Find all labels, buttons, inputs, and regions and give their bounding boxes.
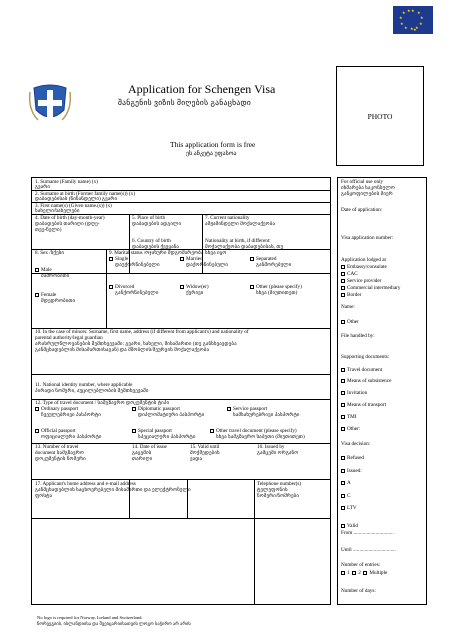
visa-application-number-label: Visa application number: xyxy=(341,235,394,241)
field-9-marital-status: 9. Marital status /ოჯახური მდგომარეობა xyxy=(109,250,204,256)
field-4-label-ka: დაბადების თარიღი (დღე- xyxy=(35,221,100,227)
field-2-label-ka: დაბადებისას (წინანდელი) გვარი xyxy=(35,196,118,202)
service-provider-checkbox[interactable] xyxy=(341,279,345,283)
a-checkbox[interactable] xyxy=(341,481,345,485)
issued-checkbox[interactable] xyxy=(341,469,345,473)
free-notice-ka: ეს ანკეტა უფასოა xyxy=(186,151,237,157)
transport-checkbox[interactable] xyxy=(341,403,345,407)
sex-female-ka: მდედრობითი xyxy=(41,298,76,304)
marital-single-ka: დაუქორწინებელი xyxy=(115,262,160,268)
decision-refused-option[interactable]: Refused xyxy=(341,455,364,461)
entries-multiple-label: Multiple xyxy=(369,570,388,576)
field-13-label-ka: დოკუმენტის ნომერი xyxy=(35,456,86,462)
marital-separated-ka: განშორებული xyxy=(256,262,292,268)
doc-service-ka: სამსახურებრივი პასპორტი xyxy=(233,412,300,418)
field-14-date-of-issue[interactable]: 14. Date of issue xyxy=(132,444,167,450)
entries-2-label: 2 xyxy=(358,570,361,576)
doc-ordinary-option[interactable]: Ordinary passport xyxy=(35,406,78,412)
photo-label: PHOTO xyxy=(367,111,393,121)
telephone-label-ka-2: ნომერი/ნომრები xyxy=(257,493,300,499)
ordinary-checkbox[interactable] xyxy=(35,407,39,411)
commercial-checkbox[interactable] xyxy=(341,286,345,290)
form-title: Application for Schengen Visa xyxy=(128,82,276,96)
footnote-en: No logo is required for Norway, Iceland and Switzerland. xyxy=(37,615,143,620)
photo-box[interactable] xyxy=(336,66,424,166)
field-17-home-address[interactable]: 17. Applicant's home address and e-mail address xyxy=(35,481,136,487)
doc-diplomatic-option[interactable]: Diplomatic passport xyxy=(132,406,180,412)
decision-valid-option[interactable]: Valid xyxy=(341,523,358,529)
other-doc-checkbox[interactable] xyxy=(341,427,345,431)
decision-a-option[interactable]: A xyxy=(341,480,351,486)
separated-checkbox[interactable] xyxy=(250,257,254,261)
field-7-nationality[interactable]: 7. Current nationality xyxy=(205,215,250,221)
field-4-date-of-birth[interactable]: 4. Date of birth (day-month-year) xyxy=(35,215,105,221)
field-8-sex: 8. Sex /სქესი xyxy=(35,250,65,256)
doc-other-option[interactable]: Other: xyxy=(341,426,360,432)
official-heading-ka: იხმარება საკონსულო xyxy=(341,185,395,191)
field-13-label-2: document სამგზავრო xyxy=(35,450,84,456)
field-11-label-ka: პირადი ნომერი, აუცილებლობის შემთხვევაში xyxy=(35,388,149,394)
field-7-label-ka: ამჟამინდელი მოქალაქეობა xyxy=(205,221,276,227)
field-7b-label-ka-2: სხვა იყო xyxy=(205,250,227,256)
marital-married-ka: დაქორწინებული xyxy=(186,262,229,268)
decision-issued-option[interactable]: Issued: xyxy=(341,468,362,474)
doc-other-option[interactable]: Other travel document (please specify) xyxy=(210,428,297,434)
doc-other-ka: სხვა სამგზავრო საბუთი (მიუთითეთ) xyxy=(216,434,305,440)
tmi-checkbox[interactable] xyxy=(341,415,345,419)
telephone-label-ka: ტელეფონის xyxy=(257,487,288,493)
lodged-commercial-option[interactable]: Commercial intermediary xyxy=(341,285,400,291)
entries-1-label: 1 xyxy=(347,570,350,576)
field-1-surname[interactable]: 1. Surname (Family name) (x) xyxy=(35,179,98,185)
other-lodged-checkbox[interactable] xyxy=(341,320,345,324)
divorced-checkbox[interactable] xyxy=(109,285,113,289)
entries-multiple-checkbox[interactable] xyxy=(363,571,367,575)
field-10-label-2: parental authority/legal guardian xyxy=(35,335,103,341)
special-checkbox[interactable] xyxy=(132,429,136,433)
marital-other-option[interactable]: Other (please specify) xyxy=(250,284,302,290)
lodged-other-option[interactable]: Other xyxy=(341,319,359,325)
ltv-checkbox[interactable] xyxy=(341,506,345,510)
other-doc-checkbox[interactable] xyxy=(210,429,214,433)
date-of-application-label: Date of application: xyxy=(341,207,383,213)
marital-widow-option[interactable]: Widow(er) xyxy=(180,284,209,290)
field-5-place-of-birth[interactable]: 5. Place of birth xyxy=(132,215,166,221)
doc-official-option[interactable]: Official passport xyxy=(35,428,76,434)
official-checkbox[interactable] xyxy=(35,429,39,433)
supporting-documents-label: Supporting documents: xyxy=(341,354,390,360)
field-3-label-ka: სახელი/სახელები xyxy=(35,208,80,214)
field-7b-label-ka: მოქალაქეობა დაბადებისას, თუ xyxy=(205,244,284,250)
doc-transport-option[interactable]: Means of transport xyxy=(341,402,386,408)
married-checkbox[interactable] xyxy=(180,257,184,261)
name-label: Name: xyxy=(341,304,355,310)
doc-travel-option[interactable]: Travel document xyxy=(341,367,382,373)
field-6-country-of-birth[interactable]: 6. Country of birth xyxy=(132,238,171,244)
marital-divorced-option[interactable]: Divorced xyxy=(109,284,134,290)
number-of-days-label: Number of days: xyxy=(341,588,376,594)
visa-decision-label: Visa decision: xyxy=(341,441,371,447)
official-heading-ka-2: განყოფილების მიერ xyxy=(341,191,393,197)
official-heading: For official use only xyxy=(341,179,384,185)
file-handled-label: File handled by: xyxy=(341,333,375,339)
official-use-panel xyxy=(337,177,427,605)
valid-checkbox[interactable] xyxy=(341,524,345,528)
refused-checkbox[interactable] xyxy=(341,456,345,460)
doc-invitation-option[interactable]: Invitation xyxy=(341,390,367,396)
lodged-service-provider-option[interactable]: Service provider xyxy=(341,278,381,284)
valid-until-field[interactable]: Until ................................. xyxy=(341,547,396,553)
field-10-label-ka: არასრულწლოვანების შემთხვევაში: გვარი, სახელი, მისამართი (თუ განსხვავდება xyxy=(35,341,237,347)
field-17-label-ka-2: ფოსტა xyxy=(35,493,53,499)
field-3-first-name[interactable]: 3. First name(s) (Given name.(s)) (x) xyxy=(35,203,112,209)
field-6-label-ka: დაბადების ქვეყანა xyxy=(132,244,180,250)
sex-male-option[interactable]: Male xyxy=(35,267,52,273)
field-1-label-ka: გვარი xyxy=(35,184,51,190)
male-checkbox[interactable] xyxy=(35,268,39,272)
field-10-minors[interactable]: 10. In the case of minors: Surname, first name, address (if different from applicant's) and nationality of xyxy=(35,329,249,335)
field-16-label-ka: გამცემი ორგანო xyxy=(257,450,299,456)
entries-1-checkbox[interactable] xyxy=(341,571,345,575)
lodged-at-label: Application lodged at xyxy=(341,257,386,263)
doc-diplomatic-ka: დიპლომატიური პასპორტი xyxy=(138,412,205,418)
decision-ltv-option[interactable]: LTV xyxy=(341,505,357,511)
sex-female-option[interactable]: Female xyxy=(35,292,56,298)
entries-2-checkbox[interactable] xyxy=(352,571,356,575)
service-checkbox[interactable] xyxy=(227,407,231,411)
footnote xyxy=(37,615,191,627)
subsistence-checkbox[interactable] xyxy=(341,379,345,383)
marital-separated-option[interactable]: Separated xyxy=(250,256,276,262)
marital-single-option[interactable]: Single xyxy=(109,256,128,262)
field-15-label-ka: მოქმედების xyxy=(190,450,220,456)
doc-special-ka: სპეციალური პასპორტი xyxy=(138,434,196,440)
doc-subsistence-option[interactable]: Means of subsistence xyxy=(341,378,391,384)
female-checkbox[interactable] xyxy=(35,293,39,297)
footnote-ka: ნორვეგიის, ისლანდიისა და შვეიცარიისათვის ლოგო საჭირო არ არის xyxy=(37,621,191,626)
eu-flag-icon: ★ ★ ★ ★ ★ ★ ★ ★ ★ ★ ★ ★ xyxy=(393,6,433,34)
single-checkbox[interactable] xyxy=(109,257,113,261)
number-of-entries-label: Number of entries: xyxy=(341,562,381,568)
doc-special-option[interactable]: Special passport xyxy=(132,428,172,434)
diplomatic-checkbox[interactable] xyxy=(132,407,136,411)
field-2-surname-birth[interactable]: 2. Surname at birth (Former family name(s)) (x) xyxy=(35,191,135,197)
marital-widow-ka: ქვრივი xyxy=(186,290,204,296)
field-17-label-ka: განმცხადებლის საცხოვრებელი მისამართი და ელექტრონული xyxy=(35,487,191,493)
coat-of-arms-icon xyxy=(28,80,72,128)
marital-other-ka: სხვა (მიუთითეთ) xyxy=(256,290,298,296)
marital-divorced-ka: განქორწინებული xyxy=(115,290,159,296)
field-4-label-ka-2: თვე-წელი) xyxy=(35,227,62,233)
telephone-field[interactable]: Telephone number(s) xyxy=(257,481,302,487)
marital-married-option[interactable]: Married xyxy=(180,256,203,262)
valid-from-field[interactable]: From ............................... xyxy=(341,530,394,536)
doc-service-option[interactable]: Service passport xyxy=(227,406,267,412)
form-title-ka: შანგენის ვიზის მიღების განაცხადი xyxy=(118,98,252,107)
field-15-valid-until[interactable]: 15. Valid until xyxy=(190,444,220,450)
field-14-label-ka-2: თარიღი xyxy=(132,456,153,462)
doc-ordinary-ka: ჩვეულებრივი პასპორტი xyxy=(41,412,101,418)
field-15-label-ka-2: ვადა xyxy=(190,456,203,462)
field-5-label-ka: დაბადების ადგილი xyxy=(132,221,182,227)
cac-checkbox[interactable] xyxy=(341,272,345,276)
free-notice: This application form is free xyxy=(170,140,256,149)
doc-tmi-option[interactable]: TMI xyxy=(341,414,357,420)
widow-checkbox[interactable] xyxy=(180,285,184,289)
other-checkbox[interactable] xyxy=(250,285,254,289)
lodged-cac-option[interactable]: CAC xyxy=(341,271,358,277)
application-form xyxy=(31,177,331,605)
field-16-issued-by[interactable]: 16. Issued by xyxy=(257,444,285,450)
entries-options xyxy=(341,570,387,576)
field-11-national-id[interactable]: 11. National identity number, where applicable xyxy=(35,382,133,388)
c-checkbox[interactable] xyxy=(341,494,345,498)
lodged-embassy-option[interactable]: Embassy/consulate xyxy=(341,264,387,270)
doc-official-ka: ოფიციალური პასპორტი xyxy=(41,434,102,440)
embassy-checkbox[interactable] xyxy=(341,265,345,269)
border-checkbox[interactable] xyxy=(341,293,345,297)
field-7-nationality-birth[interactable]: Nationality at birth, if different: xyxy=(205,238,271,244)
invitation-checkbox[interactable] xyxy=(341,391,345,395)
field-13-doc-number[interactable]: 13. Number of travel xyxy=(35,444,79,450)
field-14-label-ka: გაცემის xyxy=(132,450,152,456)
travel-document-checkbox[interactable] xyxy=(341,368,345,372)
sex-male-ka: მამრობითი xyxy=(41,273,70,279)
field-12-travel-document-type: 12. Type of travel document / სამგზავრო დოკუმენტის ტიპი xyxy=(35,400,170,406)
decision-c-option[interactable]: C xyxy=(341,493,350,499)
field-10-label-ka-2: განმცხადებლის მისამართისაგან) და მშობლის/მეურვის მოქალაქეობა xyxy=(35,347,210,353)
lodged-border-option[interactable]: Border xyxy=(341,292,361,298)
